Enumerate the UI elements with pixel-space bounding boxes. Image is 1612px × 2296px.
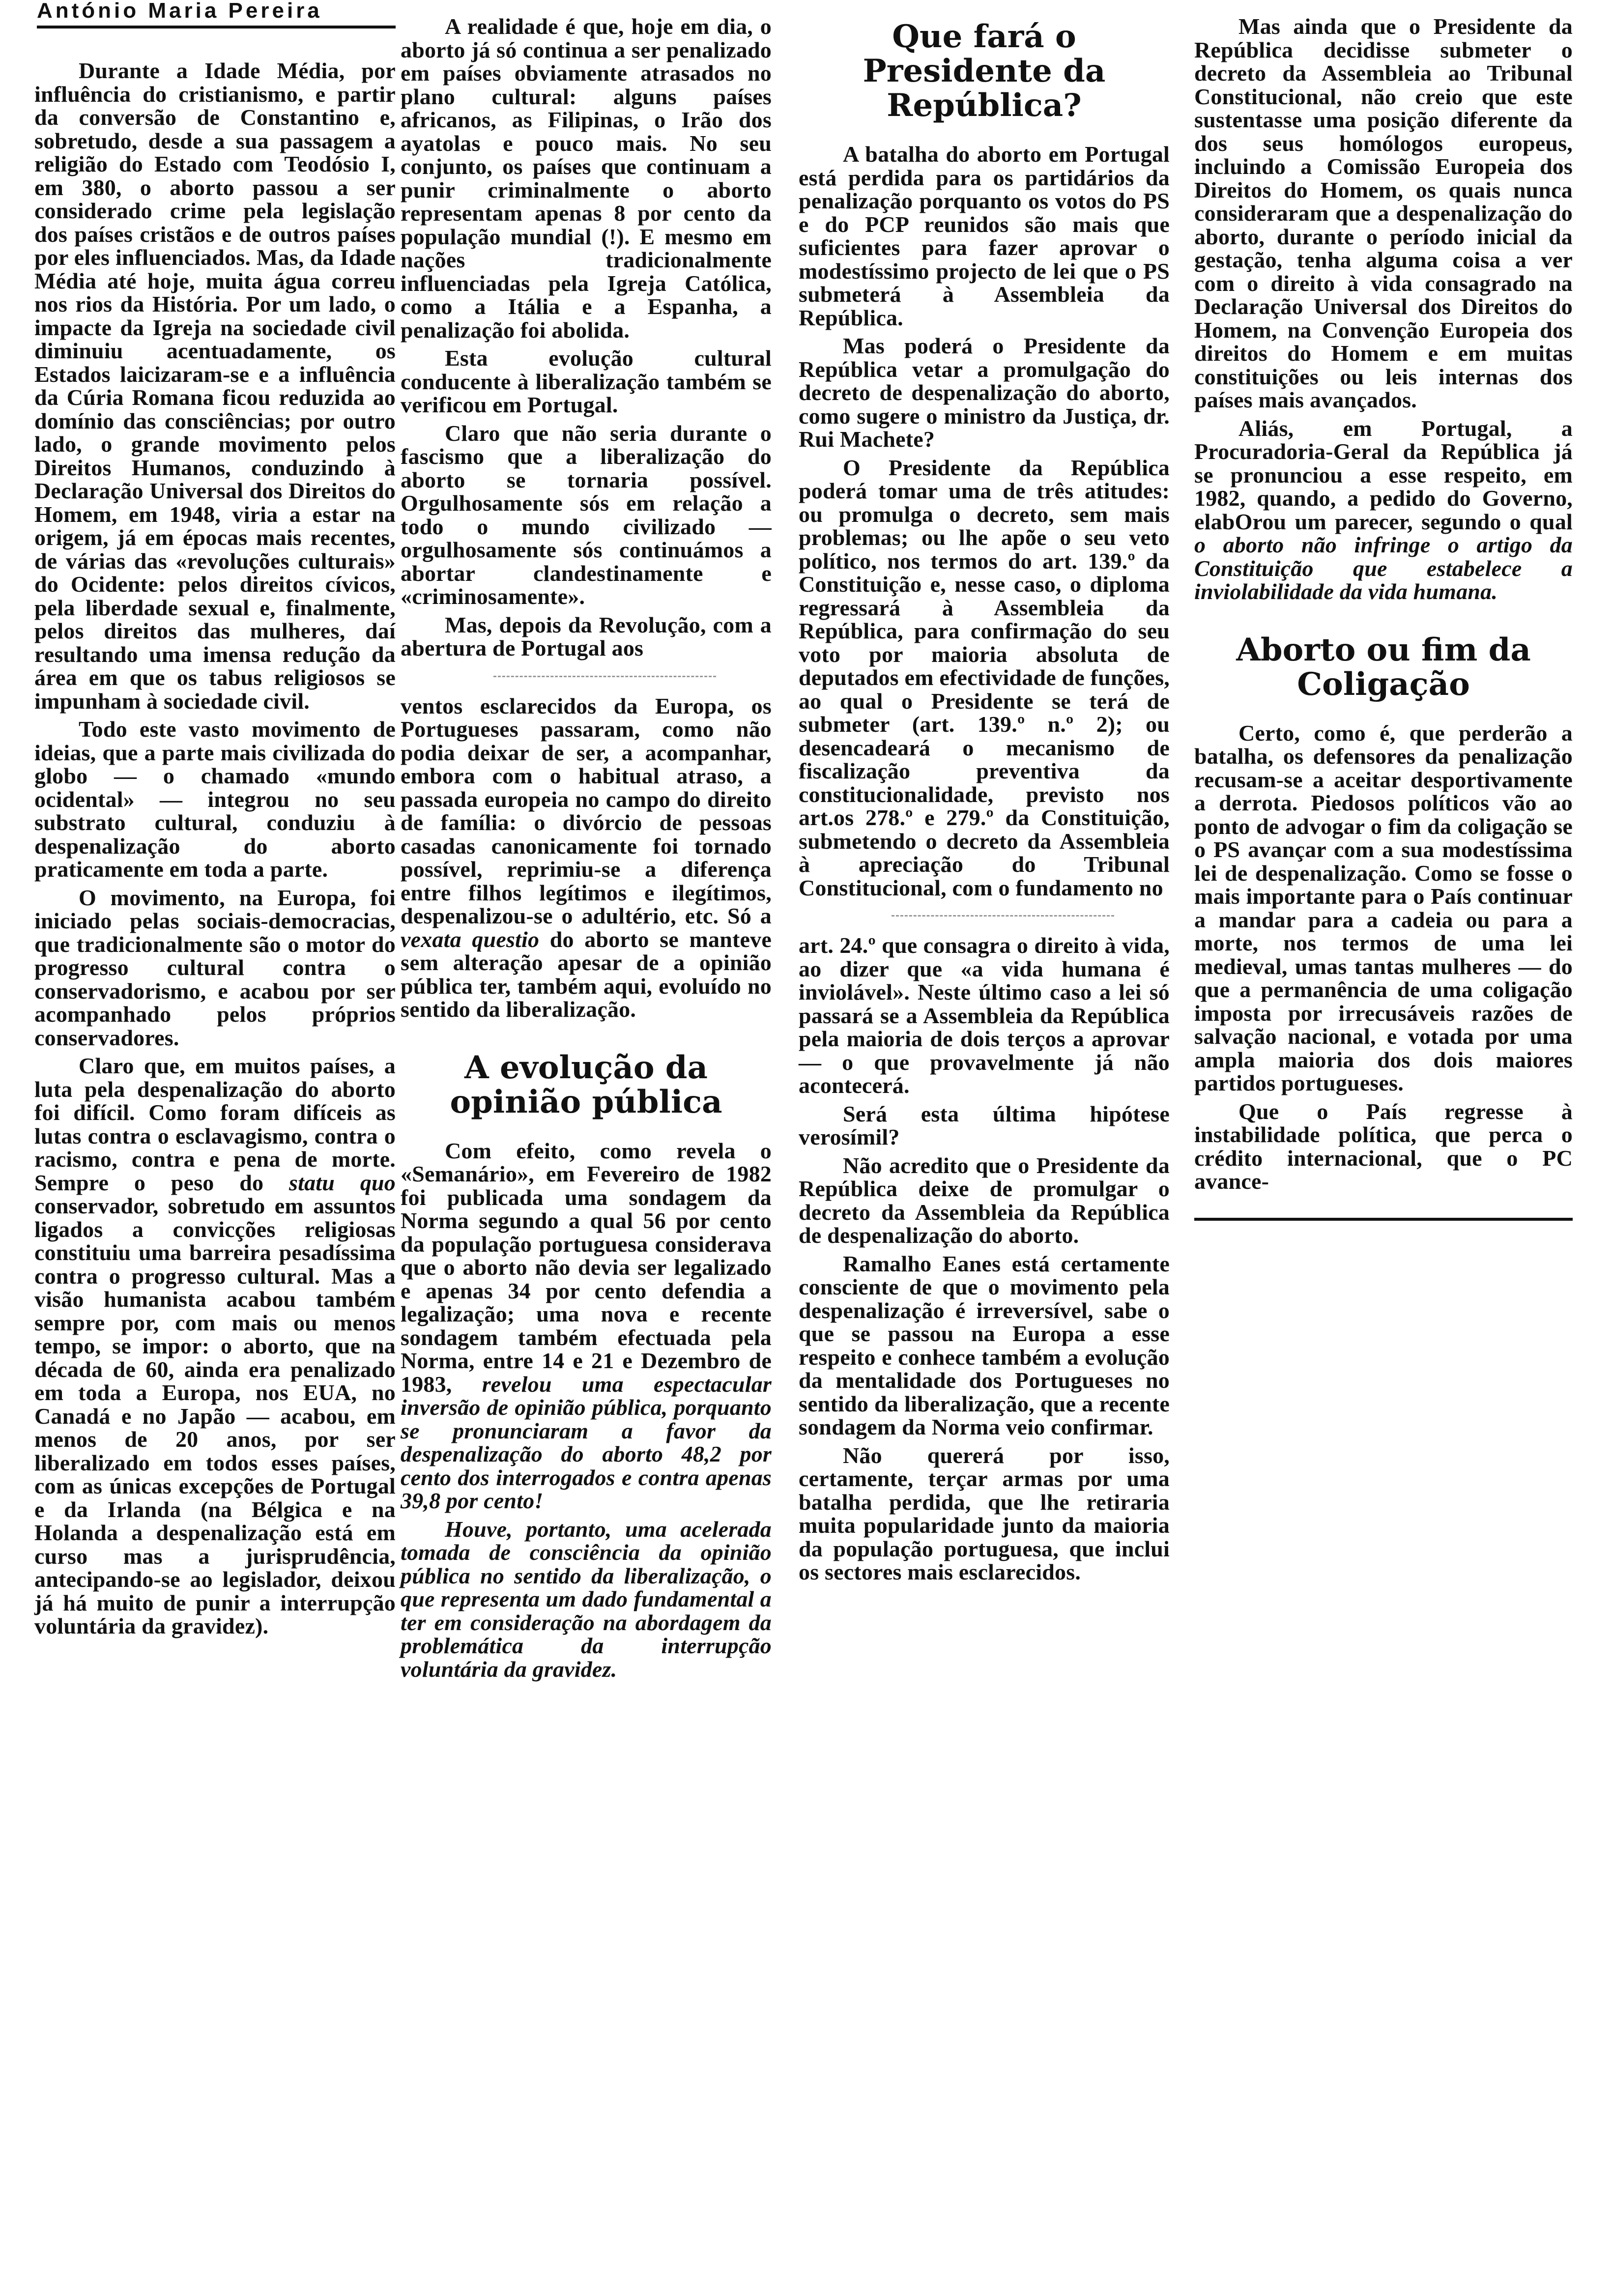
end-rule	[1194, 1218, 1573, 1221]
author-byline: António Maria Pereira	[37, 0, 396, 29]
italic-text: vexata questio	[401, 926, 540, 952]
paragraph	[34, 886, 396, 1050]
paragraph	[1194, 15, 1573, 412]
column-break-divider	[799, 904, 1170, 934]
text-run: Não acredito que o Presidente da República deixe de promulgar o decreto da Assembleia da República de despenalização do aborto.	[799, 1152, 1170, 1248]
text-run: Com efeito, como revela o «Semanário», em Fevereiro de 1982 foi publicada uma sondagem da Norma segundo a qual 56 por cento da população portuguesa considerava que o aborto não devia ser legalizado e apenas 34 por cento defendia a legalização; uma nova e recente sondagem também efectuada pela Norma, entre 14 e 21 e Dezembro de 1983,	[401, 1138, 772, 1397]
paragraph	[799, 143, 1170, 329]
paragraph	[799, 1252, 1170, 1439]
section-heading: A evolução da opinião pública	[450, 1049, 722, 1120]
paragraph	[799, 456, 1170, 900]
italic-text: o aborto não infringe o artigo da Constituição que estabelece a inviolabilidade da vida humana.	[1194, 532, 1573, 604]
text-run: Esta evolução cultural conducente à liberalização também se verificou em Portugal.	[401, 345, 772, 417]
text-run: A realidade é que, hoje em dia, o aborto já só continua a ser penalizado em países obviamente atrasados no plano cultural: alguns países africanos, as Filipinas, o Irão dos ayatolas e pouco mais. No seu conjunto, os países que continuam a punir criminalmente o aborto representam apenas 8 por cento da população mundial (!). E mesmo em nações tradicionalmente influenciadas pela Igreja Católica, como a Itália e a Espanha, a penalização foi abolida.	[401, 14, 772, 343]
text-run: Não quererá por isso, certamente, terçar armas por uma batalha perdida, que lhe retiraria muita popularidade junto da maioria da população portuguesa, que inclui os sectores mais esclarecidos.	[799, 1442, 1170, 1584]
paragraph	[1194, 1100, 1573, 1193]
text-run: art. 24.º que consagra o direito à vida, ao dizer que «a vida humana é inviolável». Neste último caso a lei só passará se a Assembleia da República pela maioria de dois terços a aprovar — o que provavelmente já não acontecerá.	[799, 933, 1170, 1098]
paragraph-continued	[401, 694, 772, 1021]
text-run: A batalha do aborto em Portugal está perdida para os partidários da penalização porquanto os votos do PS e do PCP reunidos são mais que suficientes para fazer aprovar o modestíssimo projecto de lei que o PS submeterá à Assembleia da República.	[799, 142, 1170, 330]
paragraph	[799, 1154, 1170, 1247]
paragraph	[799, 1102, 1170, 1149]
text-run: Mas, depois da Revolução, com a abertura de Portugal aos	[401, 612, 772, 660]
text-run: conservador, sobretudo em assuntos ligados a convicções religiosas constituiu uma barreira pesadíssima contra o progresso cultural. Mas a visão humanista acabou também sempre por, com mais ou menos tempo, se impor: o aborto, que na década de 60, ainda era penalizado em toda a Europa, nos EUA, no Canadá e no Japão — acabou, em menos de 20 anos, por ser liberalizado em todos esses países, com as únicas excepções de Portugal e da Irlanda (na Bélgica e na Holanda a despenalização está em curso mas a jurisprudência, antecipando-se ao legislador, deixou já há muito de punir a interrupção voluntária da gravidez).	[34, 1193, 396, 1638]
text-run: Será esta última hipótese verosímil?	[799, 1101, 1170, 1149]
text-run: Que o País regresse à instabilidade política, que perca o crédito internacional, que o PC avance-	[1194, 1098, 1573, 1194]
italic-text: revelou uma espectacular inversão de opinião pública, porquanto se pronunciaram a favor da despenalização do aborto 48,2 por cento dos interrogados e contra apenas 39,8 por cento!	[401, 1371, 772, 1513]
text-run: do aborto se manteve sem alteração apesar de a opinião pública ter, também aqui, evoluído no sentido da liberalização.	[401, 926, 772, 1022]
article-column-4	[1194, 15, 1573, 1221]
text-run: Mas ainda que o Presidente da República decidisse submeter o decreto da Assembleia ao Tribunal Constitucional, não creio que este sustentasse uma posição diferente da dos seus homólogos europeus, incluindo a Comissão Europeia dos Direitos do Homem, os quais nunca consideraram que a despenalização do aborto, durante o período inicial da gestação, tenha alguma coisa a ver com o direito à vida consagrado na Declaração Universal dos Direitos do Homem, na Convenção Europeia dos direitos do Homem e em muitas constituições ou leis internas dos países mais avançados.	[1194, 14, 1573, 412]
paragraph	[401, 346, 772, 417]
paragraph	[401, 1518, 772, 1681]
italic-text: Houve, portanto, uma acelerada tomada de consciência da opinião pública no sentido da liberalização, o que representa um dado fundamental a ter em consideração na abordagem da problemática da interrupção voluntária da gravidez.	[401, 1516, 772, 1682]
paragraph	[1194, 417, 1573, 603]
text-run: Claro que não seria durante o fascismo que a liberalização do aborto se tornaria possível. Orgulhosamente sós em relação a todo o mundo civilizado — orgulhosamente sós continuámos a abortar clandestinamente e «criminosamente».	[401, 420, 772, 609]
italic-text: statu quo	[289, 1170, 396, 1195]
article-column-1	[34, 59, 396, 1643]
text-run: Claro que, em muitos países, a luta pela despenalização do aborto foi difícil. Como foram difíceis as lutas contra o esclavagismo, contra o racismo, contra e pena de morte. Sempre o peso do	[34, 1053, 396, 1195]
text-run: Mas poderá o Presidente da República vetar a promulgação do decreto de despenalização do aborto, como sugere o ministro da Justiça, dr. Rui Machete?	[799, 333, 1170, 452]
column-break-divider	[401, 665, 772, 694]
section-heading: Aborto ou fim da Coligação	[1236, 631, 1531, 703]
text-run: Certo, como é, que perderão a batalha, os defensores da penalização recusam-se a aceitar desportivamente a derrota. Piedosos políticos vão ao ponto de advogar o fim da coligação se o PS avançar com a sua modestíssima lei de despenalização. Como se fosse o mais importante para o País continuar a mandar para a cadeia ou para a morte, nos termos de uma lei medieval, umas tantas mulheres — do que a permanência de uma coligação imposta por irrecusáveis razões de salvação nacional, e votada por uma ampla maioria dos dois maiores partidos portugueses.	[1194, 720, 1573, 1095]
paragraph-continued	[799, 934, 1170, 1097]
article-column-2	[401, 15, 772, 1686]
paragraph	[401, 15, 772, 342]
text-run: O Presidente da República poderá tomar uma de três atitudes: ou promulga o decreto, sem mais problemas; ou lhe apõe o seu veto político, nos termos do art. 139.º da Constituição e, nesse caso, o diploma regressará à Assembleia da República, para confirmação do seu voto por maioria absoluta de deputados em efectividade de funções, ao qual o Presidente se terá de submeter (art. 139.º n.º 2); ou desencadeará o mecanismo de fiscalização preventiva da constitucionalidade, previsto nos art.os 278.º e 279.º da Constituição, submetendo o decreto da Assembleia à apreciação do Tribunal Constitucional, com o fundamento no	[799, 455, 1170, 900]
text-run: Durante a Idade Média, por influência do cristianismo, e partir da conversão de Constantino e, sobretudo, desde a sua passagem a religião do Estado com Teodósio I, em 380, o aborto passou a ser considerado crime pela legislação dos países cristãos e de outros países por eles influenciados. Mas, da Idade Média até hoje, muita água correu nos rios da História. Por um lado, o impacte da Igreja na sociedade civil diminuiu acentuadamente, os Estados laicizaram-se e a influência da Cúria Romana ficou reduzida ao domínio das consciências; por outro lado, o grande movimento pelos Direitos Humanos, conduzindo à Declaração Universal dos Direitos do Homem, em 1948, viria a estar na origem, já em épocas mais recentes, de várias das «revoluções culturais» do Ocidente: pelos direitos cívicos, pela liberdade sexual e, finalmente, pelos direitos das mulheres, daí resultando uma imensa redução da área em que os tabus religiosos se impunham à sociedade civil.	[34, 58, 396, 714]
paragraph	[401, 422, 772, 608]
text-run: Todo este vasto movimento de ideias, que a parte mais civilizada do globo — o chamado «mundo ocidental» — integrou no seu substrato cultural, conduziu à despenalização do aborto praticamente em toda a parte.	[34, 717, 396, 882]
text-run: Ramalho Eanes está certamente consciente de que o movimento pela despenalização é irreversível, sabe o que se passou na Europa a esse respeito e conhece também a evolução da mentalidade dos Portugueses no sentido da liberalização, que a recente sondagem da Norma veio confirmar.	[799, 1251, 1170, 1439]
paragraph	[799, 334, 1170, 451]
paragraph	[34, 718, 396, 881]
paragraph	[34, 1054, 396, 1638]
text-run: ventos esclarecidos da Europa, os Portugueses passaram, como não podia deixar de ser, a acompanhar, embora com o habitual atraso, a passada europeia no campo do direito de família: o divórcio de pessoas casadas canonicamente foi tornado possível, reprimiu-se a diferença entre filhos legítimos e ilegítimos, despenalizou-se o adultério, etc. Só a	[401, 693, 772, 928]
paragraph	[401, 613, 772, 660]
paragraph	[1194, 721, 1573, 1095]
section-heading: Que fará o Presidente da República?	[863, 18, 1106, 124]
text-run: O movimento, na Europa, foi iniciado pelas sociais-democracias, que tradicionalmente são o motor do progresso cultural contra o conservadorismo, e acabou por ser acompanhado pelos próprios conservadores.	[34, 885, 396, 1050]
paragraph	[401, 1139, 772, 1513]
paragraph	[799, 1444, 1170, 1584]
paragraph	[34, 59, 396, 713]
article-column-3	[799, 20, 1170, 1589]
text-run: Aliás, em Portugal, a Procuradoria-Geral da República já se pronunciou a esse respeito, em 1982, quando, a pedido do Governo, elabOrou um parecer, segundo o qual	[1194, 415, 1573, 534]
